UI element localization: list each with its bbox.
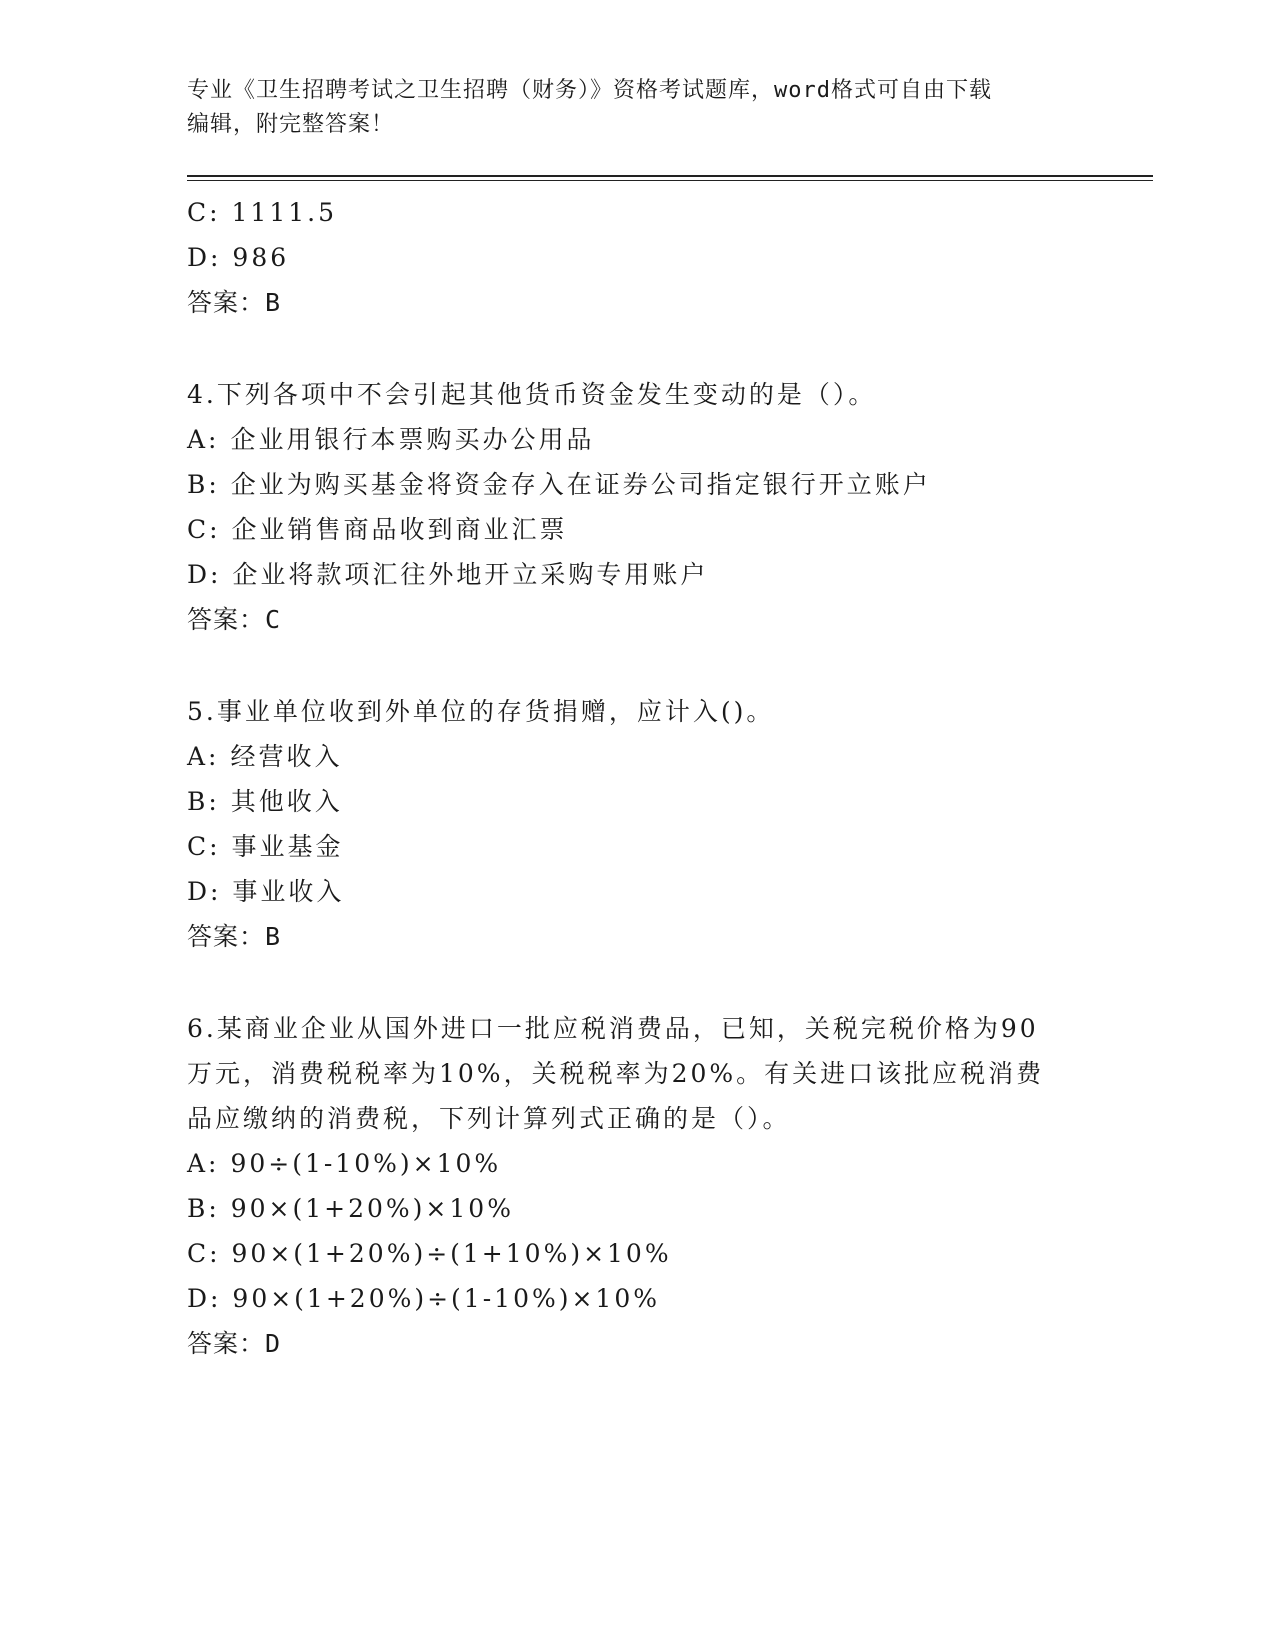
option-label: C: [187,515,221,544]
answer-line [187,914,1087,959]
option-d [187,552,1087,597]
question-stem-line-1: 6.某商业企业从国外进口一批应税消费品，已知，关税完税价格为90 [187,1014,1039,1043]
answer-label: 答案： [187,922,266,951]
header-line-2: 编辑，附完整答案！ [187,112,395,137]
option-d [187,869,1087,914]
option-label: B: [187,470,220,499]
option-b [187,462,1087,507]
answer-value: C [265,605,282,634]
option-text: 90×(1+20%)÷(1+10%)×10% [231,1239,672,1268]
option-b [187,779,1087,824]
header-line-1: 专业《卫生招聘考试之卫生招聘（财务）》资格考试题库，word格式可自由下载 [187,78,992,103]
option-text: 企业为购买基金将资金存入在证券公司指定银行开立账户 [230,470,931,499]
answer-line [187,597,1087,642]
option-text: 986 [232,243,290,272]
answer-value: B [265,922,282,951]
question-stem-line-3: 品应缴纳的消费税，下列计算列式正确的是（）。 [187,1104,791,1133]
option-text: 90×(1+20%)÷(1-10%)×10% [232,1284,660,1313]
option-text: 事业收入 [232,877,345,906]
option-a [187,734,1087,779]
answer-label: 答案： [187,288,266,317]
option-text: 1111.5 [231,198,337,227]
option-label: D: [187,877,222,906]
option-d [187,1276,1087,1321]
option-label: A: [187,742,220,771]
option-c [187,1231,1087,1276]
option-text: 90×(1+20%)×10% [230,1194,514,1223]
option-d [187,235,1087,280]
option-text: 其他收入 [230,787,343,816]
answer-label: 答案： [187,1329,266,1358]
answer-value: B [265,288,282,317]
option-c [187,824,1087,869]
option-text: 企业销售商品收到商业汇票 [231,515,568,544]
answer-line [187,1321,1087,1366]
question-3-continuation [187,190,1087,325]
question-4 [187,372,1087,642]
option-text: 企业用银行本票购买办公用品 [230,425,595,454]
question-stem-line-2: 万元，消费税税率为10%，关税税率为20%。有关进口该批应税消费 [187,1059,1045,1088]
question-5 [187,689,1087,959]
question-stem: 5.事业单位收到外单位的存货捐赠，应计入()。 [187,697,775,726]
option-b [187,1186,1087,1231]
answer-value: D [265,1329,282,1358]
document-header [187,74,1067,142]
answer-label: 答案： [187,605,266,634]
question-stem: 4.下列各项中不会引起其他货币资金发生变动的是（）。 [187,380,877,409]
option-label: C: [187,832,221,861]
option-text: 企业将款项汇往外地开立采购专用账户 [232,560,709,589]
option-label: C: [187,1239,221,1268]
option-label: B: [187,1194,220,1223]
option-label: D: [187,560,222,589]
option-c [187,190,1087,235]
answer-line [187,280,1087,325]
option-text: 90÷(1-10%)×10% [230,1149,502,1178]
option-label: D: [187,1284,222,1313]
question-6 [187,1006,1087,1366]
header-rule-thick [187,175,1153,177]
option-a [187,1141,1087,1186]
option-label: D: [187,243,222,272]
option-label: A: [187,1149,220,1178]
option-label: A: [187,425,220,454]
question-list [187,190,1087,1366]
header-rule-thin [187,180,1153,181]
option-text: 事业基金 [231,832,344,861]
option-label: C: [187,198,221,227]
option-a [187,417,1087,462]
option-text: 经营收入 [230,742,343,771]
option-label: B: [187,787,220,816]
option-c [187,507,1087,552]
